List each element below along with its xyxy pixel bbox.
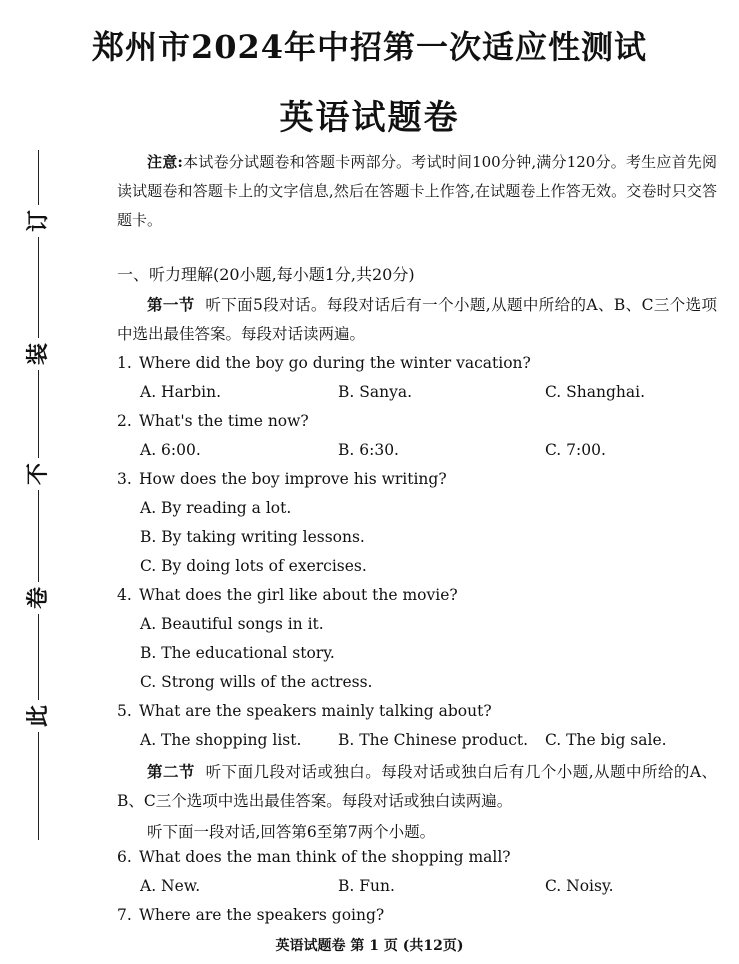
question-number: 6.: [117, 848, 132, 866]
question-text: What's the time now?: [139, 412, 309, 430]
question-5: [117, 702, 492, 720]
option-b: B. By taking writing lessons.: [140, 528, 365, 546]
option-c: C. Noisy.: [545, 877, 614, 895]
option-a: A. By reading a lot.: [140, 499, 292, 517]
binding-margin-char: 装: [22, 338, 54, 370]
option-b: B. Sanya.: [338, 383, 413, 401]
question-number: 4.: [117, 586, 132, 604]
option-a: A. 6:00.: [140, 441, 201, 459]
exam-subtitle: 英语试题卷: [279, 98, 460, 138]
binding-margin-char: 不: [22, 458, 54, 490]
question-number: 3.: [117, 470, 132, 488]
question-number: 5.: [117, 702, 132, 720]
question-text: How does the boy improve his writing?: [139, 470, 447, 488]
binding-margin-char: 此: [22, 700, 54, 732]
option-c: C. Shanghai.: [545, 383, 646, 401]
option-a: A. Beautiful songs in it.: [140, 615, 324, 633]
binding-margin-char: 卷: [22, 582, 54, 614]
notice-text: 本试卷分试题卷和答题卡两部分。考试时间100分钟,满分120分。考生应首先阅读试题卷和答题卡上的文字信息,然后在答题卡上作答,在试题卷上作答无效。交卷时只交答题卡。: [117, 153, 717, 229]
notice-label: 注意:: [147, 153, 183, 171]
question-text: What are the speakers mainly talking about?: [139, 702, 492, 720]
option-a: A. Harbin.: [140, 383, 222, 401]
question-1: [117, 354, 531, 372]
option-c: C. Strong wills of the actress.: [140, 673, 373, 691]
question-text: Where did the boy go during the winter vacation?: [139, 354, 531, 372]
binding-margin-char: 订: [22, 205, 54, 237]
question-2: [117, 412, 309, 430]
question-6: [117, 848, 511, 866]
option-a: A. The shopping list.: [140, 731, 302, 749]
question-text: What does the girl like about the movie?: [139, 586, 458, 604]
option-c: C. 7:00.: [545, 441, 606, 459]
section1-label: 第一节: [147, 295, 195, 314]
section2-label: 第二节: [147, 762, 195, 781]
option-b: B. Fun.: [338, 877, 395, 895]
binding-margin-line: [38, 150, 39, 840]
question-number: 7.: [117, 906, 132, 924]
question-text: What does the man think of the shopping mall?: [139, 848, 511, 866]
option-b: B. 6:30.: [338, 441, 399, 459]
question-number: 2.: [117, 412, 132, 430]
question-text: Where are the speakers going?: [139, 906, 385, 924]
section1-instruction: [117, 290, 717, 349]
section2-text: 听下面几段对话或独白。每段对话或独白后有几个小题,从题中所给的A、B、C三个选项中选出最佳答案。每段对话或独白读两遍。: [117, 763, 717, 810]
question-7: [117, 906, 384, 924]
option-c: C. By doing lots of exercises.: [140, 557, 367, 575]
option-c: C. The big sale.: [545, 731, 667, 749]
option-b: B. The Chinese product.: [338, 731, 529, 749]
question-number: 1.: [117, 354, 132, 372]
question-4: [117, 586, 458, 604]
exam-notice: [117, 148, 717, 235]
part1-heading: 一、听力理解(20小题,每小题1分,共20分): [117, 265, 415, 284]
section2-instruction: [117, 757, 717, 816]
page-footer: 英语试题卷 第 1 页 (共12页): [275, 938, 464, 954]
section1-text: 听下面5段对话。每段对话后有一个小题,从题中所给的A、B、C三个选项中选出最佳答案。每段对话读两遍。: [117, 296, 717, 343]
option-a: A. New.: [140, 877, 201, 895]
exam-title: 郑州市2024年中招第一次适应性测试: [91, 28, 648, 66]
section2-sub-instruction: 听下面一段对话,回答第6至第7两个小题。: [147, 823, 436, 841]
option-b: B. The educational story.: [140, 644, 335, 662]
question-3: [117, 470, 447, 488]
